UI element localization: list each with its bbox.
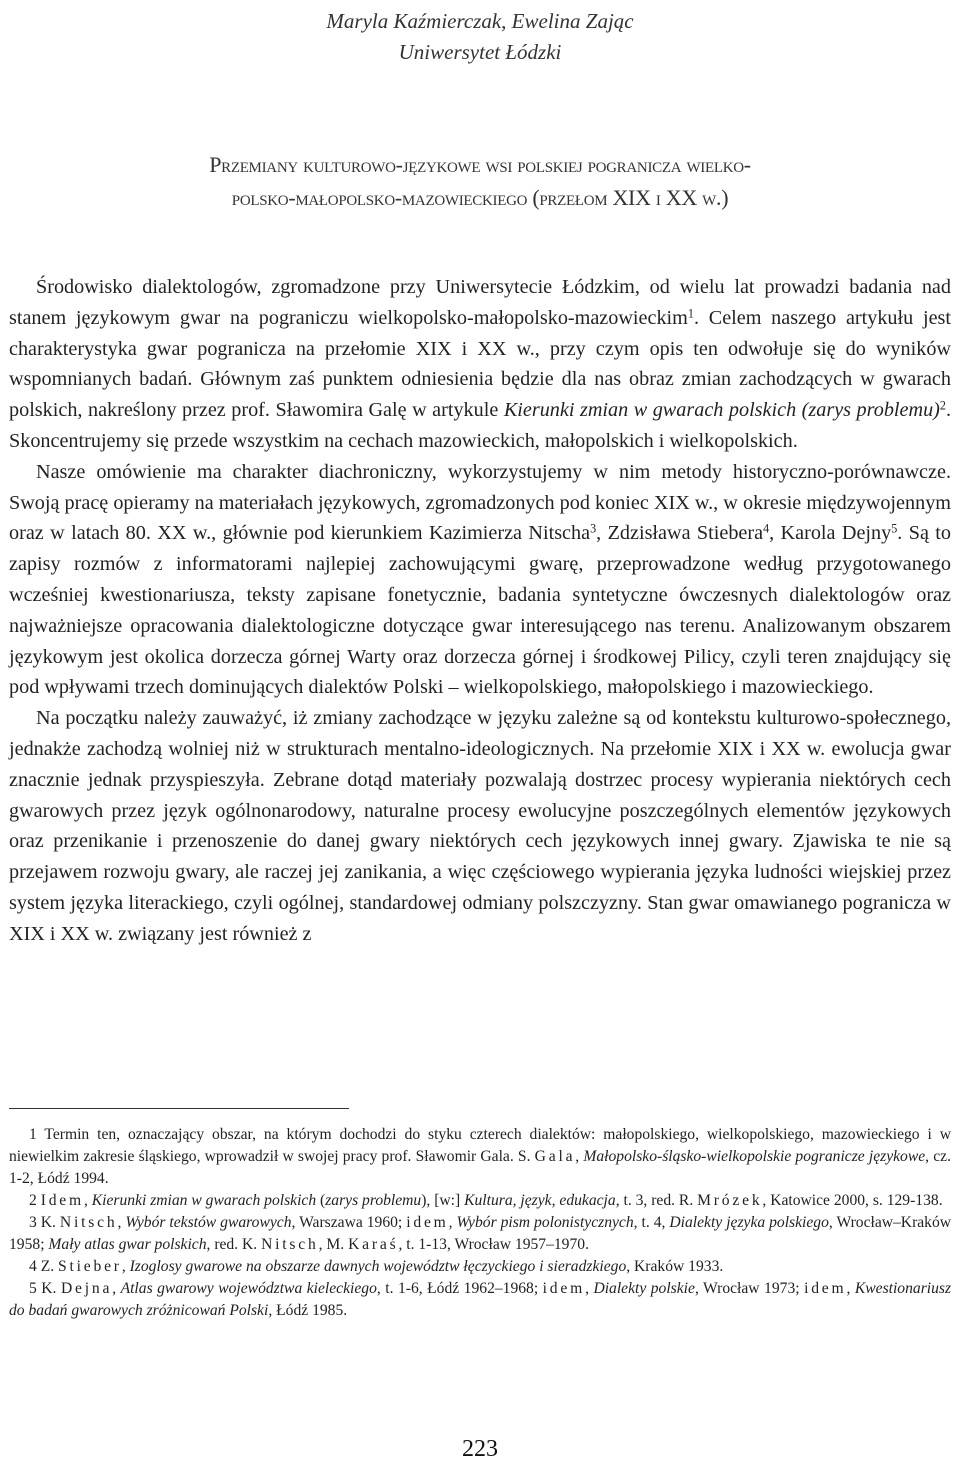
cited-title: Atlas gwarowy województwa kieleckiego [120,1280,377,1297]
author-name: Karaś [348,1236,399,1253]
footnote-text: , t. 4, [633,1214,670,1231]
cited-title: Kwestionariusz do badań gwarowych zróżnicowań Polski [9,1280,952,1319]
idem: idem [542,1280,586,1297]
paragraph-text: . Skoncentrujemy się przede wszystkim na cechach mazowieckich, małopolskich i wielkopolskich. [9,399,951,452]
footnote-text: , t. 1-13, Wrocław 1957–1970. [398,1236,589,1253]
author-name: Nitsch [261,1236,319,1253]
paragraph-text: . Są to zapisy rozmów z informatorami najlepiej zachowującymi gwarę, przeprowadzone według przygotowanego wcześniej kwestionariusza, teksty zapisane fonetycznie, badania syntetyczne ówczesnych dialektologów oraz najważniejsze opracowania dialektologiczne dotyczące gwar interesującego nas terenu. Analizowanym obszarem językowym jest okolica dorzecza górnej Warty oraz dorzecza górnej i środkowej Pilicy, czyli teren znajdujący się pod wpływami trzech dominujących dialektów Polski – wielkopolskiego, małopolskiego i mazowieckiego. [9,522,951,699]
paragraph-text: Nasze omówienie ma charakter diachroniczny, wykorzystujemy w nim metody historyczno-porównawcze. Swoją pracę opieramy na materiałach językowych, zgromadzonych pod koniec XIX w., w okresie międzywojennym oraz w latach 80. XX w., głównie pod kierunkiem Kazimierza Nitscha [9,460,951,545]
cited-title: zarys problemu [325,1192,422,1209]
footnote-number: 3 [29,1214,37,1231]
footnote-text: ( [316,1192,326,1209]
footnote-number: 5 [29,1280,37,1297]
footnote-text: , t. 3, red. R. [615,1192,698,1209]
footnote-text: K. [41,1280,61,1297]
footnote-text: , [846,1280,855,1297]
footnote-text: Termin ten, oznaczający obszar, na którym dochodzi do styku czterech dialektów: małopolskiego, wielkopolskiego, mazowieckiego i w niewielkim zakresie śląskiego, wprowadził w swojej pracy prof. Sławomir Gala. S. [9,1126,951,1165]
footnote-2 [9,1190,951,1212]
footnote-text: , Łódź 1985. [268,1302,348,1319]
cited-title: Małopolsko-śląsko-wielkopolskie pogranicze językowe [583,1148,926,1165]
footnote-ref-5: 5 [891,521,898,536]
footnote-ref-1: 1 [687,306,694,321]
footnote-text: , red. K. [206,1236,262,1253]
footnote-number: 4 [29,1258,37,1275]
author-name: Mrózek [697,1192,763,1209]
article-title [30,148,930,214]
footnote-4 [9,1256,951,1278]
author-name: Dejna [60,1280,113,1297]
footnote-number: 1 [29,1126,37,1143]
footnote-3 [9,1212,951,1256]
footnote-text: , Warszawa 1960; [291,1214,407,1231]
cited-title: Dialekty polskie [593,1280,695,1297]
footnote-text: , [112,1280,121,1297]
footnote-text: , Wrocław–Kraków 1958; [9,1214,952,1253]
paragraph-text: , Zdzisława Stiebera [596,522,764,545]
title-line-2: polsko-małopolsko-mazowieckiego (przełom XIX i XX w.) [231,185,729,210]
cited-title: Wybór pism polonistycznych [456,1214,634,1231]
footnote-ref-3: 3 [590,521,597,536]
cited-title: Wybór tekstów gwarowych [125,1214,292,1231]
idem: idem [804,1280,847,1297]
article-body [9,272,951,950]
footnote-text: , [575,1148,584,1165]
footnote-text: K. [40,1214,60,1231]
title-line-1: Przemiany kulturowo-językowe wsi polskiej pogranicza wielko- [209,152,751,177]
author-name: Gala [534,1148,576,1165]
paragraph-text: Środowisko dialektologów, zgromadzone przy Uniwersytecie Łódzkim, od wielu lat prowadzi badania nad stanem językowym gwar na pograniczu wielkopolsko-małopolsko-mazowieckim [9,276,951,329]
paragraph-text: . Celem naszego artykułu jest charakterystyka gwar pogranicza na przełomie XIX i XX w., przy czym opis ten odwołuje się do wyników wspomnianych badań. Głównym zaś punktem odniesienia będzie dla nas obraz zmian zachodzących w gwarach polskich, nakreślony przez prof. Sławomira Galę w artykule [9,306,952,422]
cited-title: Kierunki zmian w gwarach polskich (zarys problemu) [503,399,940,422]
footnotes [9,1124,951,1322]
footnote-text: , Wrocław 1973; [694,1280,805,1297]
footnote-ref-4: 4 [763,521,770,536]
footnote-ref-2: 2 [939,398,946,413]
page-number: 223 [462,1436,498,1462]
cited-title: Izoglosy gwarowe na obszarze dawnych województw łęczyckiego i sieradzkiego [129,1258,627,1275]
paragraph-text: , Karola Dejny [769,522,892,545]
author-name: Stieber [58,1258,122,1275]
footnote-text: , [448,1214,457,1231]
footnote-text: , Kraków 1933. [626,1258,724,1275]
cited-title: Kultura, język, edukacja [464,1192,616,1209]
footnote-5 [9,1278,951,1322]
idem: idem [406,1214,449,1231]
footnote-text: , cz. 1-2, Łódź 1994. [9,1148,951,1187]
paragraph-1 [9,272,951,457]
authors: Maryla Kaźmierczak, Ewelina Zając [326,9,634,33]
cited-title: Kierunki zmian w gwarach polskich [91,1192,317,1209]
idem: Idem [40,1192,84,1209]
footnote-text: , Katowice 2000, s. 129-138. [762,1192,943,1209]
article-header [0,6,960,68]
footnote-text: , [121,1258,130,1275]
footnote-text: , [117,1214,126,1231]
paragraph-2 [9,457,951,703]
footnote-number: 2 [29,1192,37,1209]
footnote-text: , M. [318,1236,349,1253]
author-name: Nitsch [59,1214,118,1231]
footnote-text: ), [w:] [421,1192,465,1209]
footnote-separator [9,1108,349,1109]
footnote-text: , [585,1280,594,1297]
cited-title: Dialekty języka polskiego [669,1214,829,1231]
paragraph-3: Na początku należy zauważyć, iż zmiany zachodzące w języku zależne są od kontekstu kulturowo-społecznego, jednakże zachodzą wolniej niż w strukturach mentalno-ideologicznych. Na przełomie XIX i XX w. ewolucja gwar znacznie jednak przyspieszyła. Zebrane dotąd materiały pozwalają dostrzec procesy wypierania niektórych cech gwarowych przez język ogólnonarodowy, naturalne procesy ewolucyjne poszczególnych elementów językowych oraz przenikanie i przenoszenie do danej gwary niektórych cech językowych innej gwary. Zjawiska te nie są przejawem rozwoju gwary, ale raczej jej zanikania, a więc częściowego wypierania języka ludności wiejskiej przez system języka literackiego, czyli ogólnej, standardowej odmiany polszczyzny. Stan gwar omawianego pogranicza w XIX i XX w. związany jest również z [9,707,951,945]
footnote-1 [9,1124,951,1190]
footnote-text: Z. [40,1258,59,1275]
cited-title: Mały atlas gwar polskich [48,1236,207,1253]
affiliation: Uniwersytet Łódzki [398,40,562,64]
footnote-text: , [83,1192,92,1209]
footnote-text: , t. 1-6, Łódź 1962–1968; [376,1280,543,1297]
